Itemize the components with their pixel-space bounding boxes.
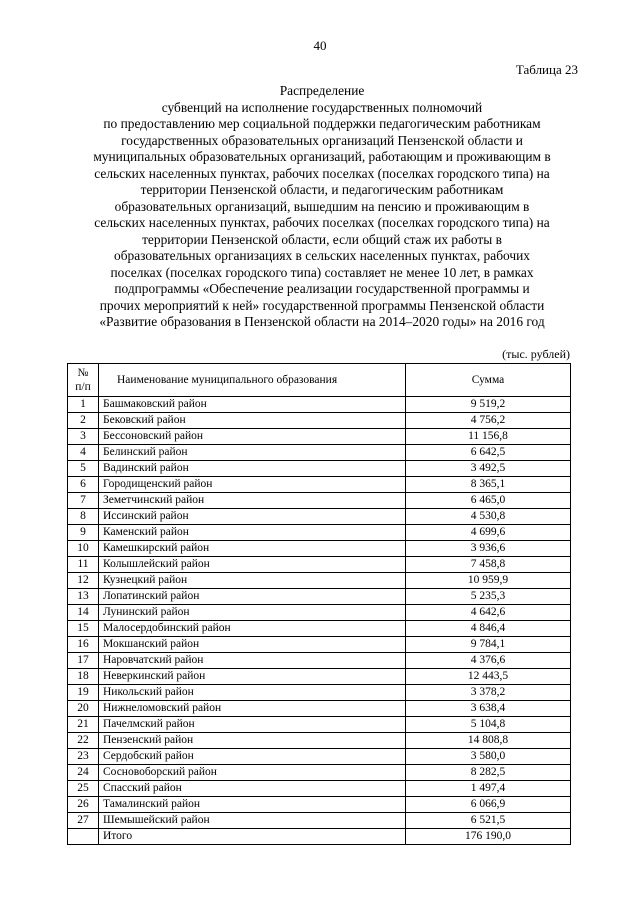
header-number	[68, 364, 99, 397]
header-row	[68, 364, 571, 397]
total-row	[68, 829, 571, 845]
table-row	[68, 573, 571, 589]
table-row	[68, 701, 571, 717]
title-line: сельских населенных пунктах, рабочих поселках (поселках городского типа) на	[94, 165, 550, 181]
table-row	[68, 669, 571, 685]
row-sum: 10 959,9	[406, 573, 571, 589]
table-row	[68, 445, 571, 461]
row-number: 19	[68, 685, 99, 701]
title-line: «Развитие образования в Пензенской области на 2014–2020 годы» на 2016 год	[99, 314, 545, 329]
table-row	[68, 589, 571, 605]
row-district-name: Неверкинский район	[99, 669, 406, 685]
table-label: Таблица 23	[515, 62, 578, 77]
row-number: 21	[68, 717, 99, 733]
units-label: (тыс. рублей)	[502, 347, 570, 361]
document-title	[62, 83, 582, 331]
row-number: 27	[68, 813, 99, 829]
table-row	[68, 525, 571, 541]
row-number: 25	[68, 781, 99, 797]
row-number: 15	[68, 621, 99, 637]
row-sum: 4 846,4	[406, 621, 571, 637]
title-line: государственных образовательных организаций Пензенской области и	[121, 132, 523, 148]
row-number: 24	[68, 765, 99, 781]
row-number: 13	[68, 589, 99, 605]
table-row	[68, 797, 571, 813]
row-sum: 8 365,1	[406, 477, 571, 493]
title-line: образовательных организаций, вышедшим на пенсию и проживающим в	[114, 198, 530, 214]
table-row	[68, 493, 571, 509]
title-line: Распределение	[279, 83, 365, 98]
row-sum: 5 235,3	[406, 589, 571, 605]
table-row	[68, 461, 571, 477]
row-sum: 3 378,2	[406, 685, 571, 701]
table-row	[68, 397, 571, 413]
row-number: 17	[68, 653, 99, 669]
row-number: 26	[68, 797, 99, 813]
row-number: 8	[68, 509, 99, 525]
table-row	[68, 653, 571, 669]
row-district-name: Сердобский район	[99, 749, 406, 765]
row-sum: 4 642,6	[406, 605, 571, 621]
row-number: 6	[68, 477, 99, 493]
row-district-name: Вадинский район	[99, 461, 406, 477]
total-sum: 176 190,0	[406, 829, 571, 845]
row-district-name: Городищенский район	[99, 477, 406, 493]
table-row	[68, 557, 571, 573]
row-district-name: Колышлейский район	[99, 557, 406, 573]
header-number-line1: №	[77, 367, 89, 379]
row-number: 5	[68, 461, 99, 477]
row-number: 20	[68, 701, 99, 717]
row-district-name: Лунинский район	[99, 605, 406, 621]
row-sum: 4 699,6	[406, 525, 571, 541]
title-line: подпрограммы «Обеспечение реализации государственной программы и	[114, 281, 530, 296]
table-row	[68, 413, 571, 429]
table-row	[68, 637, 571, 653]
row-sum: 3 492,5	[406, 461, 571, 477]
row-sum: 12 443,5	[406, 669, 571, 685]
row-sum: 6 642,5	[406, 445, 571, 461]
row-sum: 6 465,0	[406, 493, 571, 509]
table-row	[68, 813, 571, 829]
table-row	[68, 509, 571, 525]
table-row	[68, 733, 571, 749]
row-number: 22	[68, 733, 99, 749]
distribution-table	[67, 363, 571, 845]
row-sum: 11 156,8	[406, 429, 571, 445]
row-district-name: Камешкирский район	[99, 541, 406, 557]
total-label: Итого	[99, 829, 406, 845]
row-district-name: Каменский район	[99, 525, 406, 541]
table-header	[68, 364, 571, 397]
title-line: прочих мероприятий к ней» государственной программы Пензенской области	[99, 297, 545, 313]
title-line: сельских населенных пунктах, рабочих поселках (поселках городского типа) на	[94, 215, 550, 230]
table-row	[68, 429, 571, 445]
table-row	[68, 765, 571, 781]
row-number: 10	[68, 541, 99, 557]
row-district-name: Бессоновский район	[99, 429, 406, 445]
row-district-name: Тамалинский район	[99, 797, 406, 813]
row-number: 3	[68, 429, 99, 445]
header-sum: Сумма	[406, 364, 571, 397]
row-district-name: Лопатинский район	[99, 589, 406, 605]
row-sum: 8 282,5	[406, 765, 571, 781]
total-number-empty	[68, 829, 99, 845]
row-number: 14	[68, 605, 99, 621]
row-number: 11	[68, 557, 99, 573]
row-district-name: Земетчинский район	[99, 493, 406, 509]
row-sum: 4 756,2	[406, 413, 571, 429]
title-line: территории Пензенской области, и педагогическим работникам	[140, 182, 504, 197]
row-number: 12	[68, 573, 99, 589]
row-number: 9	[68, 525, 99, 541]
title-line: муниципальных образовательных организаций, работающим и проживающим в	[93, 149, 551, 164]
row-number: 7	[68, 493, 99, 509]
row-number: 18	[68, 669, 99, 685]
title-line: образовательных организациях в сельских населенных пунктах, рабочих	[114, 248, 530, 263]
header-number-line2: п/п	[75, 381, 91, 393]
title-line: субвенций на исполнение государственных полномочий	[161, 99, 483, 115]
row-district-name: Иссинский район	[99, 509, 406, 525]
header-name: Наименование муниципального образования	[99, 364, 406, 397]
row-district-name: Белинский район	[99, 445, 406, 461]
row-district-name: Кузнецкий район	[99, 573, 406, 589]
table-row	[68, 541, 571, 557]
table-row	[68, 781, 571, 797]
row-sum: 3 936,6	[406, 541, 571, 557]
row-number: 16	[68, 637, 99, 653]
row-sum: 9 784,1	[406, 637, 571, 653]
row-sum: 3 580,0	[406, 749, 571, 765]
row-district-name: Нижнеломовский район	[99, 701, 406, 717]
title-line: поселках (поселках городского типа) составляет не менее 10 лет, в рамках	[110, 264, 534, 280]
table-row	[68, 685, 571, 701]
row-sum: 4 530,8	[406, 509, 571, 525]
page-number: 40	[313, 38, 327, 53]
row-number: 4	[68, 445, 99, 461]
row-district-name: Спасский район	[99, 781, 406, 797]
row-sum: 5 104,8	[406, 717, 571, 733]
row-district-name: Сосновоборский район	[99, 765, 406, 781]
table-row	[68, 749, 571, 765]
row-sum: 6 521,5	[406, 813, 571, 829]
table-row	[68, 477, 571, 493]
row-sum: 14 808,8	[406, 733, 571, 749]
table-row	[68, 605, 571, 621]
row-sum: 9 519,2	[406, 397, 571, 413]
row-number: 2	[68, 413, 99, 429]
row-sum: 7 458,8	[406, 557, 571, 573]
row-district-name: Наровчатский район	[99, 653, 406, 669]
row-sum: 6 066,9	[406, 797, 571, 813]
row-district-name: Мокшанский район	[99, 637, 406, 653]
table-row	[68, 621, 571, 637]
table-row	[68, 717, 571, 733]
row-district-name: Пензенский район	[99, 733, 406, 749]
row-sum: 3 638,4	[406, 701, 571, 717]
row-number: 1	[68, 397, 99, 413]
row-number: 23	[68, 749, 99, 765]
table-body	[68, 397, 571, 845]
row-district-name: Пачелмский район	[99, 717, 406, 733]
row-district-name: Бековский район	[99, 413, 406, 429]
row-sum: 1 497,4	[406, 781, 571, 797]
row-district-name: Малосердобинский район	[99, 621, 406, 637]
title-line: территории Пензенской области, если общий стаж их работы в	[142, 231, 502, 247]
row-district-name: Никольский район	[99, 685, 406, 701]
row-sum: 4 376,6	[406, 653, 571, 669]
row-district-name: Шемышейский район	[99, 813, 406, 829]
title-line: по предоставлению мер социальной поддержки педагогическим работникам	[103, 116, 541, 131]
row-district-name: Башмаковский район	[99, 397, 406, 413]
